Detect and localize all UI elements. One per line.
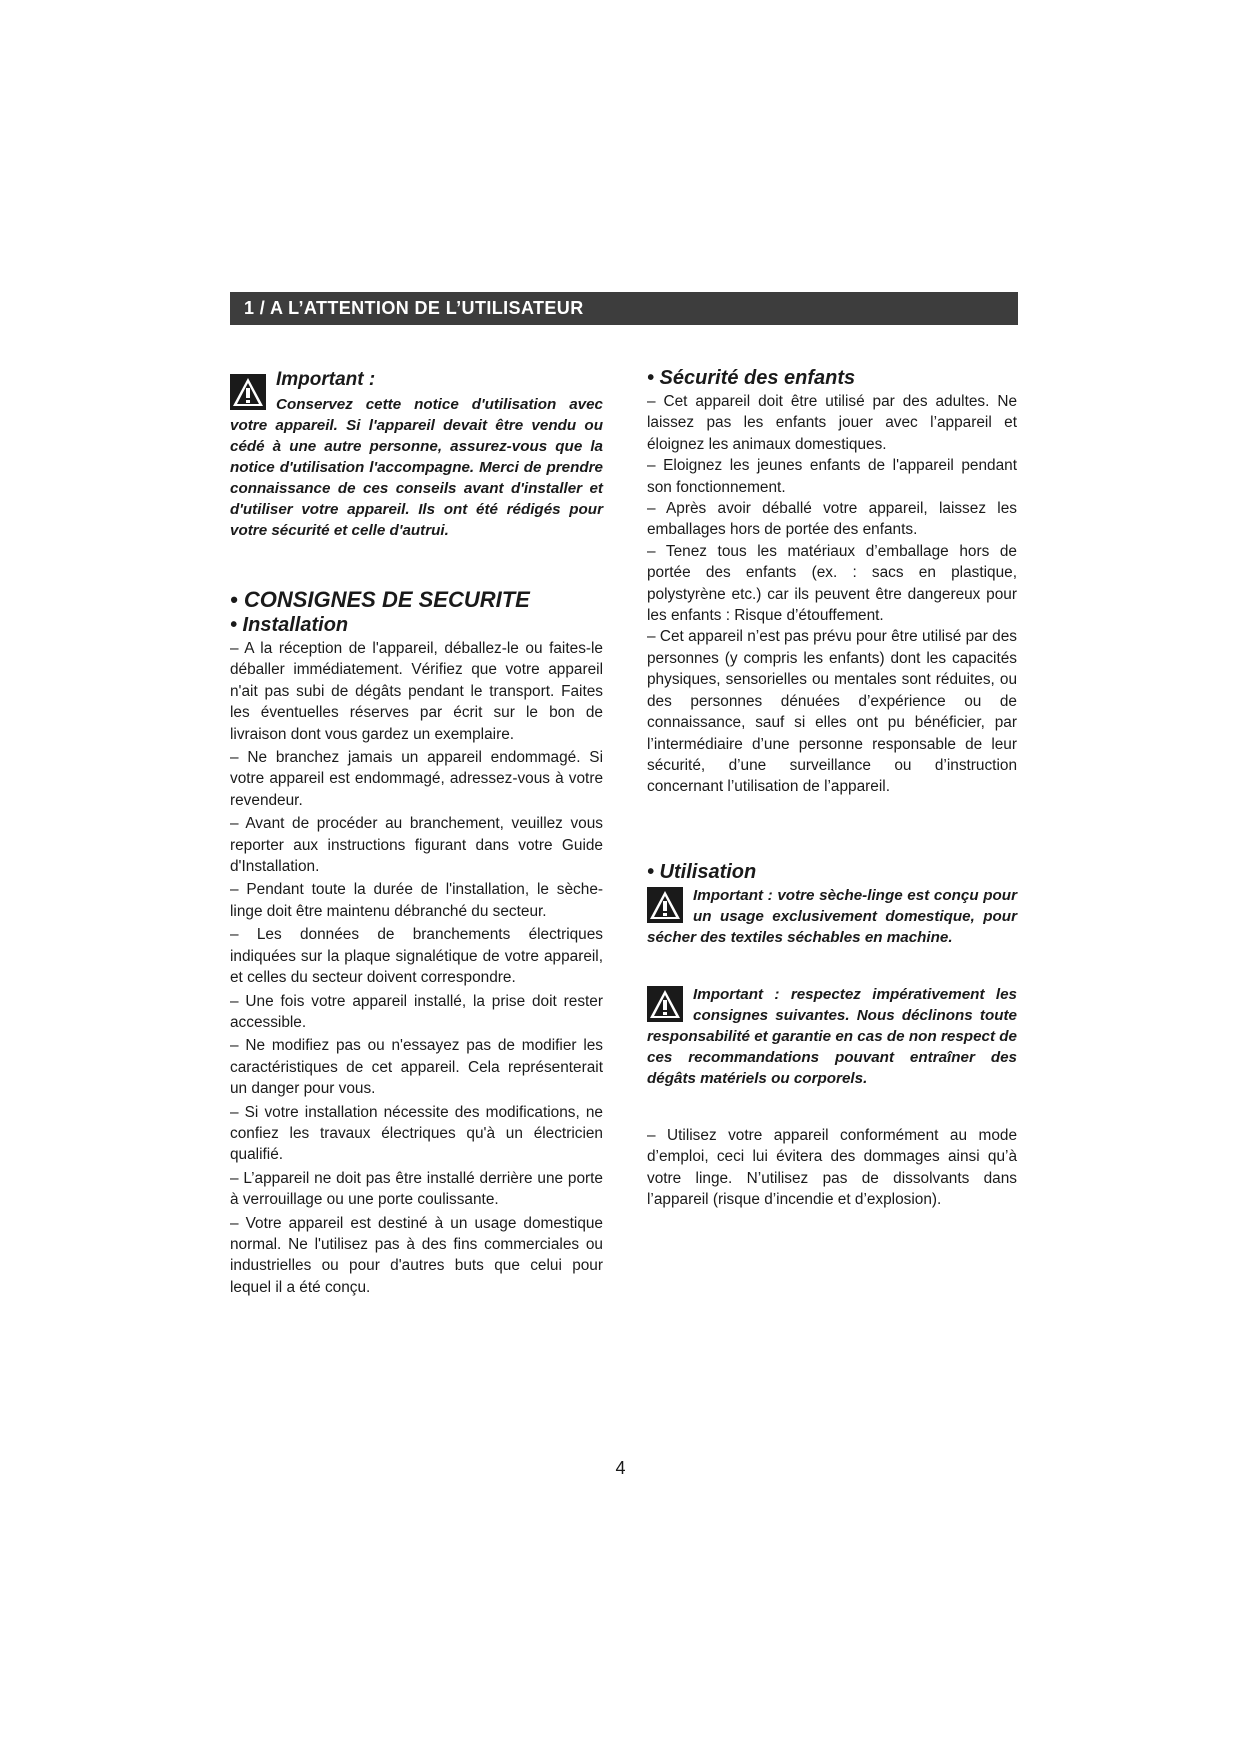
utilisation-paragraph: – Utilisez votre appareil conformément au mode d’emploi, ceci lui évitera des dommages ainsi qu’à votre linge. N’utilisez pas de dissolvants dans l’appareil (risque d’incendie et d’explosion). [647, 1126, 1017, 1208]
securite-paragraph: – Après avoir déballé votre appareil, laissez les emballages hors de portée des enfants. [647, 500, 1017, 539]
left-column [230, 368, 603, 1298]
installation-paragraph: – Ne branchez jamais un appareil endommagé. Si votre appareil est endommagé, adressez-vous à votre revendeur. [230, 749, 603, 809]
warning-icon [230, 374, 266, 410]
installation-paragraph: – Si votre installation nécessite des modifications, ne confiez les travaux électriques qu'à un électricien qualifié. [230, 1103, 603, 1164]
installation-paragraph: – Ne modifiez pas ou n'essayez pas de modifier les caractéristiques de cet appareil. Cela représenterait un danger pour vous. [230, 1037, 603, 1098]
page-number: 4 [615, 1458, 626, 1478]
consignes-heading: • CONSIGNES DE SECURITE [230, 587, 530, 612]
securite-paragraph: – Tenez tous les matériaux d’emballage hors de portée des enfants (ex. : sacs en plastique, polystyrène etc.) car ils peuvent être dangereux pour les enfants : Risque d’étouffement. [647, 542, 1017, 625]
warning-icon [647, 887, 683, 923]
important-usage-notice [647, 885, 1017, 948]
installation-paragraph: – Votre appareil est destiné à un usage domestique normal. Ne l'utilisez pas à des fins commerciales ou industrielles ou pour d'autres buts que celui pour lequel il a été conçu. [230, 1214, 603, 1296]
installation-paragraph: – A la réception de l'appareil, déballez-le ou faites-le déballer immédiatement. Vérifiez que votre appareil n'ait pas subi de dégâts pendant le transport. Faites les éventuelles réserves par écrit sur le bon de livraison dont vous gardez un exemplaire. [230, 640, 603, 743]
important-usage-text: Important : votre sèche-linge est conçu pour un usage exclusivement domestique, pour sécher des textiles séchables en machine. [647, 886, 1017, 946]
important-title: Important : [276, 369, 376, 390]
installation-paragraph: – Une fois votre appareil installé, la prise doit rester accessible. [230, 992, 603, 1031]
section-header: 1 / A L’ATTENTION DE L’UTILISATEUR [230, 292, 1018, 325]
installation-paragraph: – Pendant toute la durée de l'installation, le sèche-linge doit être maintenu débranché du secteur. [230, 881, 603, 920]
installation-paragraph: – L’appareil ne doit pas être installé derrière une porte à verrouillage ou une porte coulissante. [230, 1169, 603, 1209]
important-consignes-notice [647, 984, 1017, 1089]
installation-heading: • Installation [230, 614, 349, 636]
right-column [647, 366, 1017, 1210]
securite-paragraph: – Cet appareil doit être utilisé par des adultes. Ne laissez pas les enfants jouer avec l’appareil et éloignez les animaux domestiques. [647, 393, 1017, 453]
securite-paragraph: – Cet appareil n’est pas prévu pour être utilisé par des personnes (y compris les enfants) dont les capacités physiques, sensorielles ou mentales sont réduites, ou des personnes dénuées d’expérience ou de connaissance, sauf si elles ont pu bénéficier, par l’intermédiaire d’une personne responsable de leur sécurité, d’une surveillance ou d’instruction concernant l’utilisation de l’appareil. [647, 628, 1017, 796]
installation-paragraph: – Avant de procéder au branchement, veuillez vous reporter aux instructions figurant dans votre Guide d'Installation. [230, 815, 603, 876]
important-consignes-text: Important : respectez impérativement les consignes suivantes. Nous déclinons toute responsabilité et garantie en cas de non respect de ces recommandations pouvant entraîner des dégâts matériels ou corporels. [647, 985, 1017, 1087]
installation-paragraph: – Les données de branchements électriques indiquées sur la plaque signalétique de votre appareil, et celles du secteur doivent correspondre. [230, 926, 603, 987]
important-notice [230, 368, 603, 541]
important-text: Conservez cette notice d'utilisation avec votre appareil. Si l'appareil devait être vendu ou cédé à une autre personne, assurez-vous que la notice d'utilisation l'accompagne. Merci de prendre connaissance de ces conseils avant d'installer et d'utiliser votre appareil. Ils ont été rédigés pour votre sécurité et celle d'autrui. [230, 396, 603, 539]
securite-enfants-heading: • Sécurité des enfants [647, 367, 856, 389]
securite-paragraph: – Eloignez les jeunes enfants de l'appareil pendant son fonctionnement. [647, 457, 1017, 496]
utilisation-heading: • Utilisation [647, 860, 757, 883]
warning-icon [647, 986, 683, 1022]
